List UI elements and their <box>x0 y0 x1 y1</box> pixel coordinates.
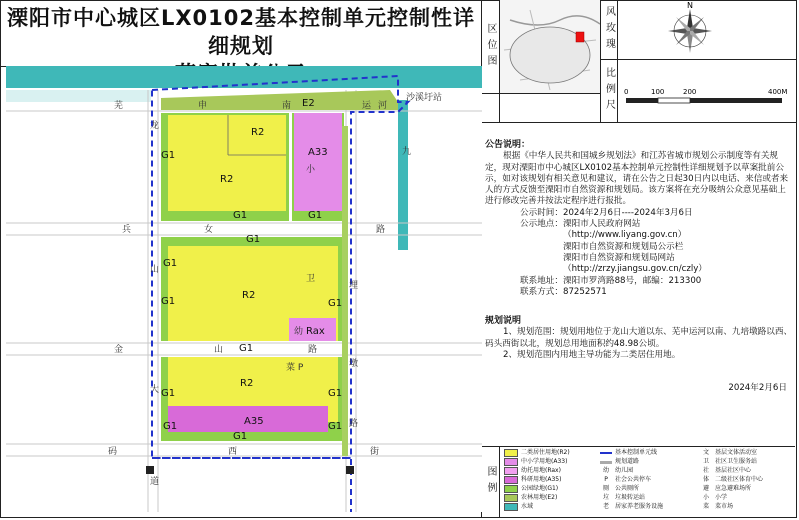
station-label: 沙溪圩站 <box>406 93 443 103</box>
label-g1: G1 <box>328 421 343 432</box>
boundary-line-icon <box>600 452 612 454</box>
place-line: 溧阳市自然资源和规划局网站 <box>563 252 675 263</box>
legend-item-label: 水域 <box>521 503 534 510</box>
legend-item <box>600 449 657 457</box>
scale-label: 比例尺 <box>603 67 615 115</box>
legend-item-label: 小学 <box>715 494 728 501</box>
legend-item-label: 菜市场 <box>715 503 734 510</box>
label-g1: G1 <box>161 388 176 399</box>
page-title <box>6 4 476 66</box>
legend <box>482 446 795 516</box>
legend-swatch <box>504 467 518 475</box>
legend-swatch <box>504 476 518 484</box>
kindergarten-icon: 幼 <box>602 467 609 474</box>
label-g1: G1 <box>239 343 254 354</box>
market-icon: 菜 <box>702 503 709 510</box>
label-a35: A35 <box>244 416 264 427</box>
road-name: 码 <box>108 447 118 457</box>
elderly-care-icon: 老 <box>602 503 609 510</box>
road-name: 西 <box>228 447 238 457</box>
location-label-cell <box>482 0 500 94</box>
road-name: 申 <box>198 101 208 111</box>
legend-item-label: 二级社区体育中心 <box>715 476 764 483</box>
address-value: 溧阳市罗湾路88号，邮编：213300 <box>563 275 702 286</box>
time-value: 2024年2月6日----2024年3月6日 <box>563 207 693 218</box>
legend-swatch <box>504 485 518 493</box>
wind-rose <box>618 0 797 60</box>
road-name: 兵 <box>122 225 132 235</box>
compass-label-cell <box>600 0 618 60</box>
scope-heading: 规划说明 <box>485 316 522 327</box>
place-line: 溧阳市人民政府网站 <box>563 219 641 230</box>
legend-item-label: 中小学用地(A33) <box>521 458 568 465</box>
compass-label: 风玫瑰 <box>603 5 615 54</box>
culture-room-icon: 文 <box>702 449 709 456</box>
canal-east <box>398 100 408 250</box>
primary-school-icon: 小 <box>702 494 709 501</box>
toilet-icon: 厕 <box>602 485 609 492</box>
north-marker: N <box>687 1 693 10</box>
location-label: 区位图 <box>485 22 496 71</box>
time-label: 公示时间： <box>520 207 563 218</box>
scale-tick: 100 <box>651 88 665 96</box>
contact-value: 87252571 <box>563 286 607 297</box>
legend-item <box>504 485 558 493</box>
legend-item-label: 基层社区中心 <box>715 467 752 474</box>
legend-item-label: 基层文体活动室 <box>715 449 758 456</box>
road-name: 路 <box>308 345 318 355</box>
label-g1: G1 <box>161 296 176 307</box>
label-g1: G1 <box>161 150 176 161</box>
road-name: 女 <box>204 225 214 235</box>
legend-item <box>600 476 651 484</box>
label-g1: G1 <box>163 421 178 432</box>
scale-bar <box>618 60 797 122</box>
legend-item <box>700 494 727 502</box>
legend-item <box>504 449 570 457</box>
road-name: 山 <box>150 265 160 275</box>
contact-label: 联系方式： <box>520 286 563 297</box>
road-name: 墩 <box>349 359 359 369</box>
legend-swatch <box>504 494 518 502</box>
panel-cell <box>500 94 600 122</box>
legend-swatch <box>504 449 518 457</box>
legend-item <box>700 476 763 484</box>
legend-item <box>700 449 757 457</box>
sports-center-icon: 体 <box>702 476 709 483</box>
legend-item <box>600 503 663 511</box>
legend-item-label: 应急避难场所 <box>715 485 752 492</box>
legend-item <box>504 503 533 511</box>
legend-item-label: 社会公共停车 <box>615 476 652 483</box>
legend-item-label: 二类居住用地(R2) <box>521 449 570 456</box>
label-r2-a: R2 <box>251 127 265 138</box>
clinic-icon: 卫 <box>702 458 709 465</box>
label-a33: A33 <box>308 147 328 158</box>
place-line: （http://zrzy.jiangsu.gov.cn/czly） <box>563 264 707 275</box>
road-name: 金 <box>114 345 124 355</box>
label-g1: G1 <box>233 210 248 221</box>
road-name: 九 <box>402 147 412 157</box>
parking-icon: P <box>604 476 608 483</box>
address-label: 联系地址： <box>520 275 563 286</box>
label-e2: E2 <box>302 98 315 109</box>
label-g1: G1 <box>163 258 178 269</box>
panel-cell <box>482 94 500 122</box>
legend-item <box>700 485 751 493</box>
rax-kindergarten-symbol: 幼 <box>294 327 304 337</box>
road-name: 山 <box>214 345 224 355</box>
legend-item <box>504 467 561 475</box>
road-name: 道 <box>150 477 160 487</box>
road-name: 大 <box>150 385 160 395</box>
road-name: 南 <box>282 101 292 111</box>
legend-item-label: 居家养老服务设施 <box>615 503 664 510</box>
road-name: 龙 <box>150 121 160 131</box>
legend-item <box>700 503 733 511</box>
notice-panel <box>485 140 793 460</box>
legend-item <box>504 476 561 484</box>
notice-address-row <box>485 276 793 287</box>
notice-heading: 公告说明： <box>485 140 531 150</box>
legend-item-label: 垃圾转运站 <box>615 494 646 501</box>
legend-item <box>600 485 639 493</box>
road-name: 芜 <box>114 101 124 111</box>
plan-map <box>6 66 482 512</box>
shelter-icon: 避 <box>702 485 709 492</box>
label-rax: Rax <box>306 326 325 337</box>
road-name: 运 <box>362 101 372 111</box>
notice-time-row <box>485 208 793 219</box>
legend-swatch <box>504 503 518 511</box>
clinic-symbol: 卫 <box>306 274 316 284</box>
label-r2-d: R2 <box>240 378 254 389</box>
legend-item-label: 基本控制单元线 <box>615 449 658 456</box>
label-g1: G1 <box>233 431 248 442</box>
scale-tick: 400M <box>768 88 788 96</box>
legend-item <box>504 458 567 466</box>
road-name: 河 <box>378 101 388 111</box>
community-center-icon: 社 <box>702 467 709 474</box>
road-name: 埋 <box>349 281 359 291</box>
label-g1: G1 <box>308 210 323 221</box>
place-line: 溧阳市自然资源和规划局公示栏 <box>563 241 684 252</box>
legend-label-cell <box>482 447 500 517</box>
notice-contact-row <box>485 287 793 298</box>
legend-item <box>700 458 757 466</box>
garbage-station-icon: 垃 <box>602 494 609 501</box>
legend-item-label: 科研用地(A35) <box>521 476 562 483</box>
legend-item <box>600 494 645 502</box>
road-name: 路 <box>349 419 359 429</box>
scale-tick: 200 <box>683 88 697 96</box>
panel-divider-h <box>482 122 797 123</box>
legend-item-label: 规划道路 <box>615 458 640 465</box>
label-g1: G1 <box>328 298 343 309</box>
title-line-1: 溧阳市中心城区LX0102基本控制单元控制性详细规划 <box>6 6 476 58</box>
legend-item-label: 幼托用地(Rax) <box>521 467 561 474</box>
location-map <box>500 0 600 94</box>
place-label: 公示地点： <box>520 219 563 230</box>
road-line-icon <box>600 461 612 464</box>
label-r2-c: R2 <box>242 290 256 301</box>
notice-place-row <box>485 219 793 230</box>
legend-item-label: 公园绿地(G1) <box>521 485 559 492</box>
legend-item <box>600 467 633 475</box>
scope-item: 2、规划范围内用地主导功能为二类居住用地。 <box>503 350 681 361</box>
school-symbol: 小 <box>306 165 316 175</box>
legend-item-label: 社区卫生服务站 <box>715 458 758 465</box>
notice-date: 2024年2月6日 <box>728 383 787 394</box>
scale-tick: 0 <box>624 88 629 96</box>
scope-item: 1、规划范围：规划用地位于龙山大道以东、芜申运河以南、九培墩路以西、码头西街以北，规划总用地面积约48.98公顷。 <box>485 327 793 349</box>
label-r2-b: R2 <box>220 174 234 185</box>
legend-item <box>600 458 639 466</box>
notice-body: 根据《中华人民共和国城乡规划法》和江苏省城市规划公示制度等有关规定，现对溧阳市中心城区LX0102基本控制单元控制性详细规划予以草案批前公示，如对该规划有相关意见和建议，请在公告之日起30日内以电话、来信或者来人的方式反馈至溧阳市自然资源和规划局。该方案将在充分吸纳公众意见基础上进行修改完善并按法定程序进行报批。 <box>485 151 789 207</box>
label-g1: G1 <box>246 234 261 245</box>
parcel-r2-north <box>168 115 286 211</box>
road-name: 街 <box>370 447 380 457</box>
label-g1: G1 <box>328 388 343 399</box>
scale-label-cell <box>600 60 618 122</box>
place-line: （http://www.liyang.gov.cn） <box>563 230 687 241</box>
notice-spacer <box>485 298 793 316</box>
legend-item <box>504 494 557 502</box>
road-name: 路 <box>376 225 386 235</box>
market-parking-symbol: 菜 P <box>286 363 304 373</box>
legend-swatch <box>504 458 518 466</box>
legend-item <box>700 467 751 475</box>
parcel-a33 <box>294 113 342 211</box>
legend-item-label: 农林用地(E2) <box>521 494 558 501</box>
legend-item-label: 幼儿园 <box>615 467 634 474</box>
legend-item-label: 公共厕所 <box>615 485 640 492</box>
legend-label: 图例 <box>485 466 496 498</box>
